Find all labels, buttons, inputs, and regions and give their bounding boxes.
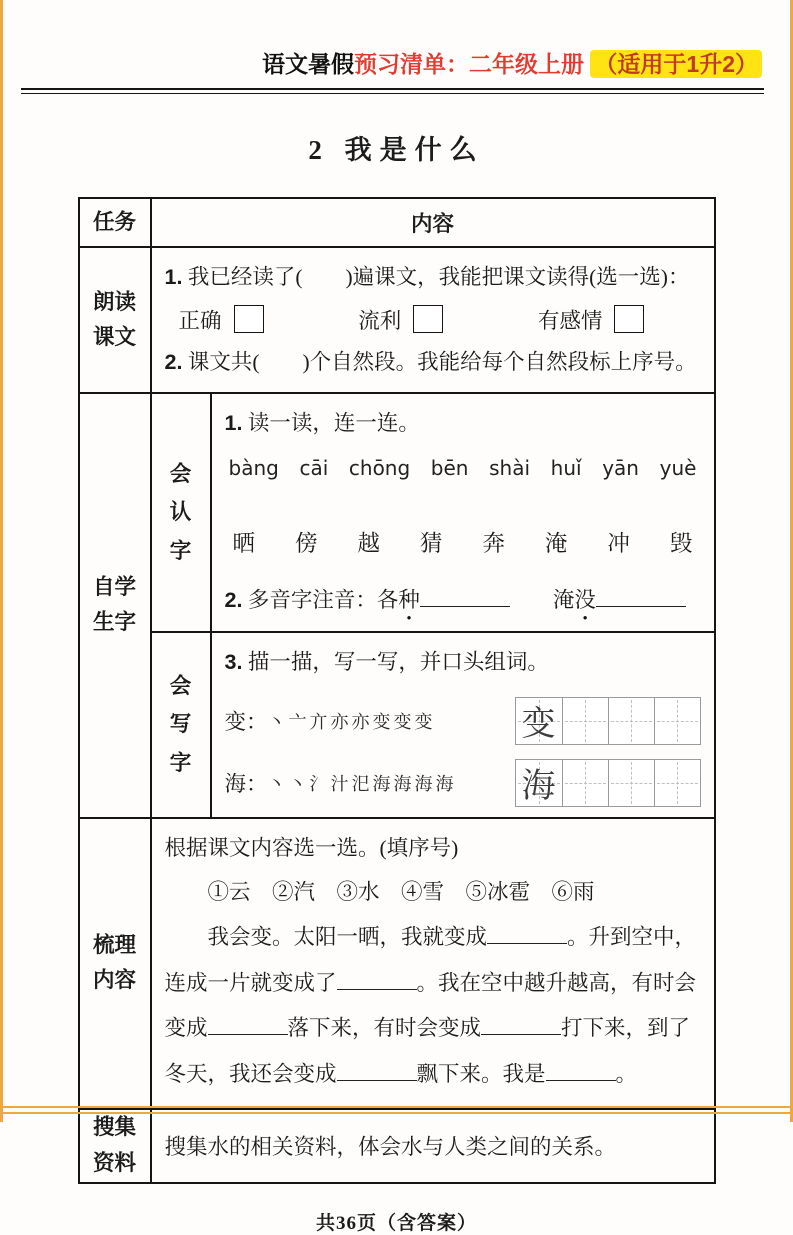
- fill-blank: [420, 586, 510, 608]
- hanzi-item: 晒: [232, 531, 256, 557]
- item-text: 多音字注音：: [242, 588, 377, 613]
- task-label-read-aloud: 朗读课文: [92, 289, 136, 350]
- recognize-item-2: [225, 580, 701, 621]
- hanzi-item: 猜: [419, 531, 443, 557]
- pinyin-item: bàng: [228, 456, 279, 481]
- item-number: 1.: [164, 264, 183, 289]
- char-label-hai: 海：: [224, 772, 268, 797]
- fill-in-paragraph: [165, 915, 701, 1097]
- checkbox-expressive: [614, 305, 644, 333]
- grid-cell-traced: [516, 760, 562, 806]
- grid-cell-empty: [562, 698, 608, 744]
- sublabel-recognize: [152, 394, 212, 631]
- pinyin-item: chōng: [348, 456, 411, 481]
- hanzi-item: 傍: [294, 531, 318, 557]
- option-correct: [179, 304, 264, 335]
- para-segment: 。: [615, 1062, 638, 1086]
- writing-grid-bian: [515, 697, 701, 745]
- table-header-row: [80, 199, 714, 246]
- self-study-subtable: [152, 394, 714, 816]
- traced-char-bian: 变: [521, 706, 556, 744]
- task-label-organize: 梳理内容: [92, 932, 136, 993]
- pinyin-item: yān: [602, 456, 639, 481]
- writing-grid-hai: [515, 759, 701, 807]
- word-yanmo-b: 没 ●: [574, 580, 596, 621]
- option-label: 正确: [178, 308, 222, 333]
- hanzi-row: [225, 480, 701, 558]
- para-segment: 落下来，有时会变成: [287, 1016, 482, 1041]
- header-divider: [21, 88, 764, 94]
- write-line-hai: [225, 759, 701, 807]
- option-expressive: [538, 304, 645, 335]
- read-aloud-item-1: [165, 258, 701, 298]
- option-label: 有感情: [537, 308, 603, 333]
- pinyin-item: yuè: [659, 456, 697, 481]
- content-column-title: 内容: [410, 211, 454, 236]
- fill-blank: [546, 1060, 616, 1082]
- content-cell-collect: [152, 1110, 714, 1182]
- grid-cell-empty: [654, 760, 700, 806]
- task-table: [78, 197, 716, 1184]
- bottom-border-rule: [3, 1106, 790, 1114]
- hanzi-item: 越: [357, 531, 380, 557]
- fill-blank: [337, 1060, 417, 1082]
- para-segment: 我会变。太阳一晒，我就变成: [207, 925, 488, 950]
- hanzi-item: 冲: [607, 531, 630, 557]
- word-gezhong-a: 各: [376, 588, 399, 613]
- page-header: [3, 50, 790, 79]
- recognize-item-1: [225, 404, 701, 444]
- row-self-study-characters: [80, 392, 714, 816]
- checkbox-fluent: [413, 305, 443, 333]
- write-content: [212, 633, 714, 817]
- subrow-write-characters: [152, 631, 714, 817]
- item-number: 2.: [164, 349, 183, 374]
- task-cell-read-aloud: [80, 248, 152, 393]
- row-organize-content: [80, 817, 714, 1108]
- content-cell-read-aloud: [152, 248, 714, 393]
- grid-cell-empty: [608, 760, 654, 806]
- grid-cell-empty: [562, 760, 608, 806]
- recognize-label: 会认字: [169, 461, 192, 563]
- row-collect-materials: [80, 1108, 714, 1182]
- grid-cell-empty: [654, 698, 700, 744]
- subrow-recognize-characters: [152, 394, 714, 631]
- content-cell-organize: [152, 819, 714, 1108]
- item-text: 读一读，连一连。: [242, 411, 420, 436]
- traced-char-hai: 海: [521, 768, 556, 806]
- hanzi-item: 淹: [544, 531, 568, 557]
- task-cell-self-study: [80, 394, 152, 816]
- header-series-label: 语文暑假: [262, 51, 355, 77]
- sublabel-write: [152, 633, 212, 817]
- pinyin-row: [225, 444, 701, 480]
- item-number: 1.: [224, 411, 243, 436]
- lesson-title: 2 我是什么: [308, 134, 485, 165]
- checkbox-correct: [234, 305, 264, 333]
- reading-quality-options: [165, 298, 701, 343]
- task-column-title: 任务: [92, 209, 136, 234]
- word-yanmo-a: 淹: [552, 588, 575, 613]
- fill-blank: [337, 968, 417, 990]
- write-label: 会写字: [169, 673, 192, 776]
- option-fluent: [358, 304, 443, 335]
- para-segment: 飘下来。我是: [416, 1062, 546, 1086]
- item-text: 我已经读了( )遍课文，我能把课文读得(选一选)：: [182, 264, 690, 289]
- fill-blank: [208, 1014, 288, 1036]
- item-number: 3.: [224, 649, 243, 674]
- page-footer: 共36页（含答案）: [315, 1212, 477, 1234]
- option-label: 流利: [358, 308, 402, 333]
- task-cell-collect: [80, 1110, 152, 1182]
- choice-list: ①云 ②汽 ③水 ④雪 ⑤冰雹 ⑥雨: [207, 880, 595, 905]
- fill-blank: [487, 923, 567, 945]
- para-segment: 。我在空中越升越高，有时会变成: [164, 970, 697, 1041]
- row-read-aloud: [80, 246, 714, 393]
- task-cell-organize: [80, 819, 152, 1108]
- para-segment: 打下来，到了冬天，我还会变成: [164, 1016, 691, 1086]
- pinyin-item: shài: [489, 456, 531, 481]
- grid-cell-empty: [608, 698, 654, 744]
- pinyin-item: huǐ: [550, 456, 582, 481]
- word-gezhong-b: 种 ●: [398, 580, 420, 621]
- item-text: 课文共( )个自然段。我能给每个自然段标上序号。: [182, 349, 697, 374]
- item-number: 2.: [224, 588, 243, 613]
- pinyin-item: cāi: [299, 456, 329, 481]
- pinyin-item: bēn: [430, 456, 469, 481]
- char-label-bian: 变：: [224, 710, 268, 735]
- stroke-order-hai: 丶丶氵汁汜海海海海: [267, 773, 457, 794]
- stroke-order-bian: 丶亠亣亦亦变变变: [267, 711, 436, 732]
- hanzi-item: 毁: [669, 531, 693, 557]
- task-label-collect: 搜集资料: [92, 1115, 136, 1175]
- grid-cell-traced: [516, 698, 562, 744]
- collect-instruction: 搜集水的相关资料，体会水与人类之间的关系。: [164, 1135, 617, 1160]
- header-subtitle: 预习清单：二年级上册: [354, 51, 585, 77]
- organize-intro: 根据课文内容选一选。(填序号): [164, 835, 459, 860]
- fill-blank: [481, 1014, 561, 1036]
- task-label-self-study: 自学生字: [92, 575, 136, 635]
- hanzi-item: 奔: [482, 531, 505, 557]
- table-header-task: [80, 199, 152, 246]
- item-text: 描一描，写一写，并口头组词。: [242, 649, 549, 674]
- read-aloud-item-2: [165, 343, 701, 383]
- fill-blank: [596, 586, 686, 608]
- recognize-content: [212, 394, 714, 631]
- header-grade-badge: （适用于1升2）: [590, 50, 762, 78]
- para-segment: 。升到空中，连成一片就变成了: [164, 925, 697, 995]
- write-item-3: [225, 643, 701, 683]
- table-header-content: [152, 199, 714, 246]
- write-line-bian: [225, 697, 701, 745]
